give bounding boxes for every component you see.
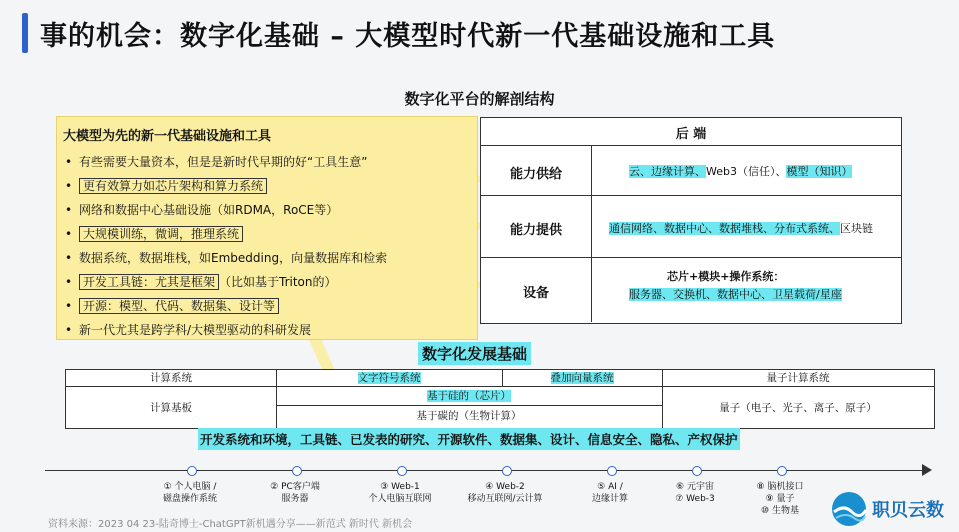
timeline-label: ⑥ 元宇宙 ⑦ Web-3 [675, 482, 715, 504]
timeline-marker-icon [607, 466, 617, 476]
backend-row-content [629, 163, 852, 179]
plain-text: Web3（信任）、 [706, 165, 787, 178]
backend-row-label: 能力提供 [509, 223, 562, 238]
col-quantum: 量子计算系统 [662, 370, 934, 387]
boxed-text: 更有效算力如芯片架构和算力系统 [79, 178, 267, 194]
carbon-cell: 基于碳的（生物计算） [416, 410, 522, 422]
backend-row-content [629, 286, 842, 302]
col-vector-wrap [502, 370, 662, 387]
timeline-marker-icon [692, 466, 702, 476]
silicon-cell-wrap [276, 387, 662, 406]
timeline-label: ③ Web-1 个人电脑互联网 [368, 482, 432, 504]
backend-row-content [609, 220, 873, 236]
list-item [65, 273, 337, 290]
backend-header: 后 端 [675, 127, 707, 142]
backend-table [480, 117, 902, 324]
list-item [65, 297, 279, 314]
backend-row-provide [481, 195, 901, 258]
backend-row-device [481, 257, 901, 323]
page-title: 事的机会：数字化基础 – 大模型时代新一代基础设施和工具 [40, 21, 776, 52]
boxed-text: 大规模训练，微调，推理系统 [79, 226, 243, 242]
dev-environment-bar: 开发系统和环境，工具链、已发表的研究、开源软件、数据集、设计、信息安全、隐私、产权保护 [198, 428, 740, 450]
col-symbol: 文字符号系统 [357, 372, 421, 384]
row-label: 计算基板 [150, 402, 192, 414]
foundation-title: 数字化发展基础 [418, 342, 531, 365]
bullet-icon: • [65, 155, 73, 169]
timeline-marker-icon [777, 466, 787, 476]
backend-row-label: 设备 [522, 286, 549, 301]
silicon-cell: 基于硅的（芯片） [427, 390, 511, 402]
list-item [65, 201, 338, 218]
brand-logo [830, 488, 950, 528]
logo-text: 职贝云数 [872, 500, 944, 521]
list-item [65, 177, 267, 194]
list-item [65, 321, 311, 338]
timeline-label: ② PC客户端 服务器 [270, 482, 320, 504]
quantum-cell: 量子（电子、光子、离子、原子） [719, 402, 877, 414]
highlighted-text: 通信网络、数据中心、数据堆栈、分布式系统、 [609, 222, 840, 235]
highlighted-text: 服务器、交换机、数据中心、卫星载荷/星座 [629, 288, 842, 301]
highlighted-text: 云、边缘计算、 [629, 165, 706, 178]
timeline-marker-icon [292, 466, 302, 476]
timeline-label: ④ Web-2 移动互联网/云计算 [467, 482, 543, 504]
item-text: 有些需要大量资本，但是是新时代早期的好“工具生意” [79, 155, 368, 169]
boxed-text: 开发工具链：尤其是框架 [79, 274, 219, 290]
source-note: 资料来源：2023 04 23-陆奇博士-ChatGPT新机遇分享——新范式 新时代 新机会 [48, 519, 413, 530]
item-text: 新一代尤其是跨学科/大模型驱动的科研发展 [79, 323, 312, 337]
bullet-icon: • [65, 203, 73, 217]
timeline-label: ⑤ AI / 边缘计算 [591, 482, 628, 504]
timeline-marker-icon [502, 466, 512, 476]
list-item [65, 153, 367, 170]
item-text: （比如基于Triton的） [219, 275, 337, 289]
bullet-icon: • [65, 179, 73, 193]
timeline-marker-icon [397, 466, 407, 476]
item-text: 网络和数据中心基础设施（如RDMA，RoCE等） [79, 203, 339, 217]
boxed-text: 开源：模型、代码、数据集、设计等 [79, 298, 279, 314]
infrastructure-heading: 大模型为先的新一代基础设施和工具 [63, 129, 272, 144]
timeline-label: ① 个人电脑 / 磁盘操作系统 [162, 482, 217, 504]
col-compute: 计算系统 [66, 370, 276, 387]
timeline-axis [45, 470, 925, 471]
bullet-icon: • [65, 323, 73, 337]
plain-text: 区块链 [840, 222, 873, 235]
col-vector: 叠加向量系统 [550, 372, 614, 384]
highlighted-text: 模型（知识） [786, 165, 853, 178]
foundation-table [65, 369, 935, 429]
bullet-icon: • [65, 275, 73, 289]
timeline-label: ⑧ 脑机接口 ⑨ 量子 ⑩ 生物基 [756, 482, 804, 516]
device-subheading: 芯片+模块+操作系统： [667, 270, 785, 283]
list-item [65, 249, 387, 266]
bullet-icon: • [65, 251, 73, 265]
col-symbol-wrap [276, 370, 502, 387]
list-item [65, 225, 243, 242]
infrastructure-tools-box [56, 116, 478, 340]
backend-row-supply [481, 145, 901, 196]
bullet-icon: • [65, 299, 73, 313]
globe-logo-icon [830, 490, 868, 528]
timeline-arrow-icon [922, 464, 932, 476]
diagram-subtitle: 数字化平台的解剖结构 [404, 90, 555, 108]
backend-row-label: 能力供给 [509, 167, 562, 182]
timeline-marker-icon [187, 466, 197, 476]
bullet-icon: • [65, 227, 73, 241]
item-text: 数据系统，数据堆栈，如Embedding，向量数据库和检索 [79, 251, 388, 265]
